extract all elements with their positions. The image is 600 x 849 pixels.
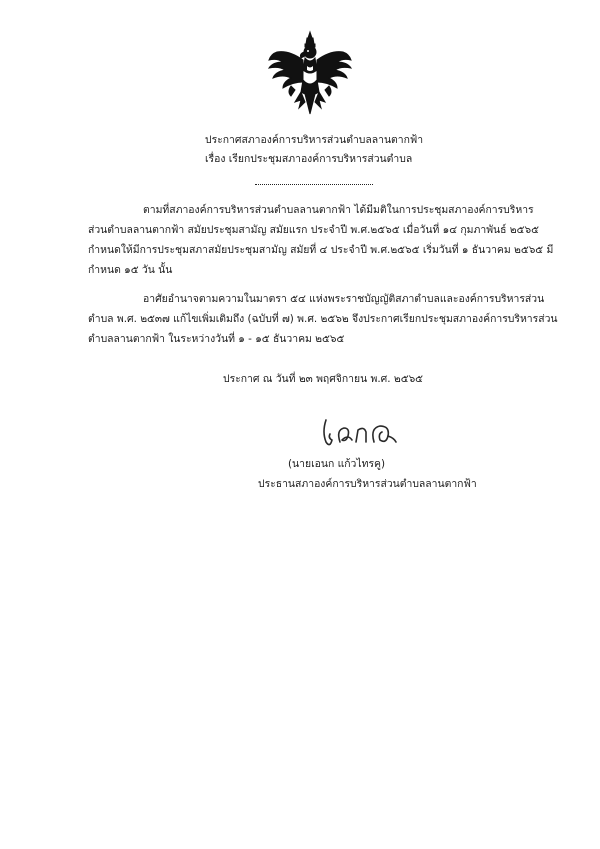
paragraph-1-line-4: กำหนด ๑๕ วัน นั้น: [88, 264, 173, 276]
paragraph-2-line-2: ตำบล พ.ศ. ๒๕๓๗ แก้ไขเพิ่มเติมถึง (ฉบับที่ ๗) พ.ศ. ๒๕๖๒ จึงประกาศเรียกประชุมสภาองค์การบริหารส่วน: [88, 313, 558, 325]
paragraph-2-line-1: อาศัยอำนาจตามความในมาตรา ๕๔ แห่งพระราชบัญญัติสภาตำบลและองค์การบริหารส่วน: [143, 293, 545, 305]
subject-line: เรื่อง เรียกประชุมสภาองค์การบริหารส่วนตำบล: [205, 153, 413, 165]
paragraph-1-line-1: ตามที่สภาองค์การบริหารส่วนตำบลลานตากฟ้า ได้มีมติในการประชุมสภาองค์การบริหาร: [143, 204, 534, 216]
signer-position: ประธานสภาองค์การบริหารส่วนตำบลลานตากฟ้า: [258, 478, 477, 490]
signer-name: (นายเอนก แก้วไทรคู): [288, 458, 386, 470]
paragraph-1-line-2: ส่วนตำบลลานตากฟ้า สมัยประชุมสามัญ สมัยแรก ประจำปี พ.ศ.๒๕๖๕ เมื่อวันที่ ๑๔ กุมภาพันธ์ ๒๕๖๕: [88, 224, 539, 236]
announcement-title: ประกาศสภาองค์การบริหารส่วนตำบลลานตากฟ้า: [205, 134, 424, 146]
handwritten-signature: [318, 412, 408, 452]
announced-date: ประกาศ ณ วันที่ ๒๓ พฤศจิกายน พ.ศ. ๒๕๖๕: [223, 373, 424, 385]
paragraph-1-line-3: กำหนดให้มีการประชุมสภาสมัยประชุมสามัญ สมัยที่ ๔ ประจำปี พ.ศ.๒๕๖๕ เริ่มวันที่ ๑ ธันวาคม ๒๕๖๕ มี: [88, 244, 554, 256]
header-divider: [255, 184, 373, 185]
garuda-emblem-icon: [265, 30, 355, 120]
paragraph-2-line-3: ตำบลลานตากฟ้า ในระหว่างวันที่ ๑ - ๑๕ ธันวาคม ๒๕๖๕: [88, 333, 345, 345]
